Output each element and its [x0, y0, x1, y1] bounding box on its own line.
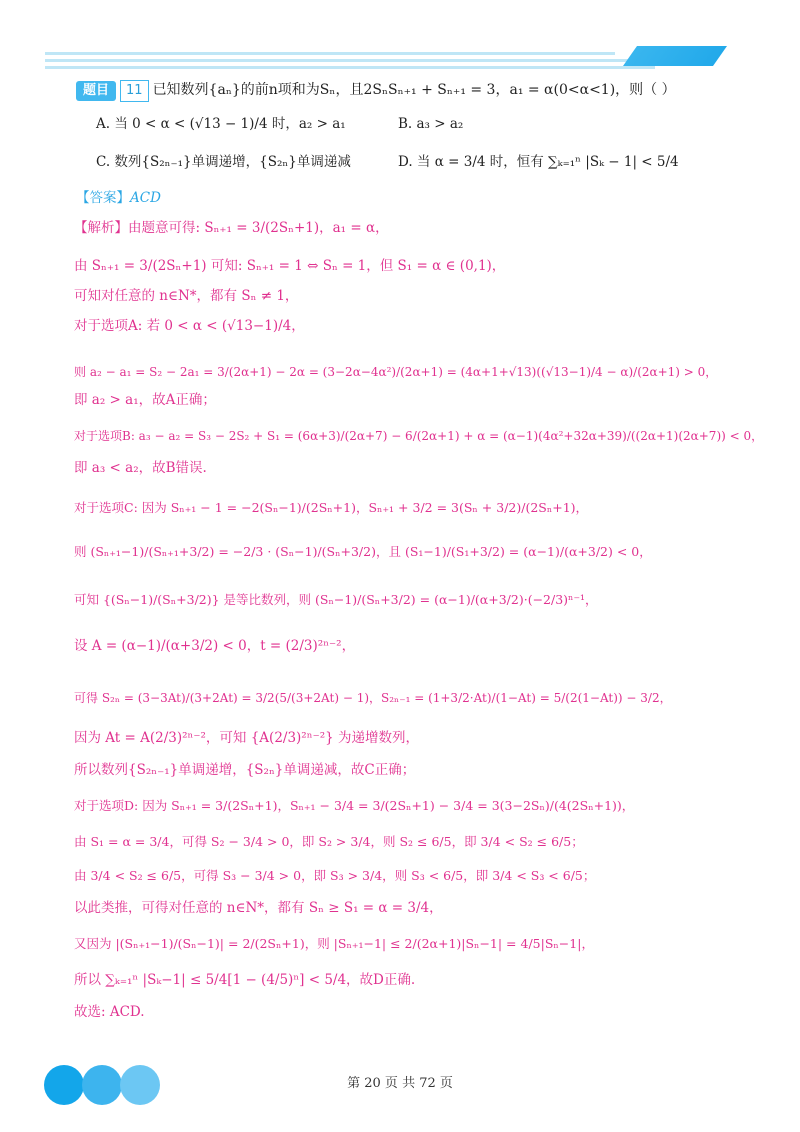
- header-line: [45, 52, 615, 55]
- solution-line: 可知对任意的 n∈N*，都有 Sₙ ≠ 1，: [74, 288, 299, 304]
- question-text: 已知数列{aₙ}的前n项和为Sₙ，且2SₙSₙ₊₁ + Sₙ₊₁ = 3，a₁ = α(0<α<1)，则（ ）: [152, 82, 676, 98]
- question-number: 11: [120, 80, 149, 102]
- solution-line: 对于选项A: 若 0 < α < (√13−1)/4，: [74, 318, 305, 334]
- solution-line: 即 a₃ < a₂，故B错误.: [74, 460, 207, 476]
- answer-line: [76, 188, 161, 208]
- solution-line: 由 Sₙ₊₁ = 3/(2Sₙ+1) 可知: Sₙ₊₁ = 1 ⇔ Sₙ = 1，但 S₁ = α ∈ (0,1)，: [74, 258, 506, 274]
- answer-value: ACD: [130, 190, 161, 206]
- solution-line: 可知 {(Sₙ−1)/(Sₙ+3/2)} 是等比数列，则 (Sₙ−1)/(Sₙ+3/2) = (α−1)/(α+3/2)·(−2/3)ⁿ⁻¹，: [74, 592, 598, 607]
- header-accent-block: [623, 46, 727, 66]
- page-header-decoration: [0, 0, 800, 80]
- solution-line: 又因为 |(Sₙ₊₁−1)/(Sₙ−1)| = 2/(2Sₙ+1)，则 |Sₙ₊₁−1| ≤ 2/(2α+1)|Sₙ−1| = 4/5|Sₙ−1|，: [74, 936, 594, 951]
- option-a: A. 当 0 < α < (√13 − 1)/4 时，a₂ > a₁: [96, 116, 346, 132]
- solution-line: 因为 At = A(2/3)²ⁿ⁻²，可知 {A(2/3)²ⁿ⁻²} 为递增数列，: [74, 730, 419, 746]
- header-line: [45, 66, 655, 69]
- solution-line: 由 S₁ = α = 3/4，可得 S₂ − 3/4 > 0，即 S₂ > 3/4，则 S₂ ≤ 6/5，即 3/4 < S₂ ≤ 6/5；: [74, 834, 584, 849]
- solution-line: 则 (Sₙ₊₁−1)/(Sₙ₊₁+3/2) = −2/3 · (Sₙ−1)/(Sₙ+3/2)，且 (S₁−1)/(S₁+3/2) = (α−1)/(α+3/2) < 0，: [74, 544, 652, 559]
- solution-line: 对于选项C: 因为 Sₙ₊₁ − 1 = −2(Sₙ−1)/(2Sₙ+1)，Sₙ₊₁ + 3/2 = 3(Sₙ + 3/2)/(2Sₙ+1)，: [74, 500, 589, 515]
- solution-line: 所以 ∑ₖ₌₁ⁿ |Sₖ−1| ≤ 5/4[1 − (4/5)ⁿ] < 5/4，故D正确.: [74, 972, 416, 988]
- option-b: B. a₃ > a₂: [398, 116, 464, 132]
- solution-line: 即 a₂ > a₁，故A正确；: [74, 392, 216, 408]
- header-line: [45, 59, 635, 62]
- option-d: D. 当 α = 3/4 时，恒有 ∑ₖ₌₁ⁿ |Sₖ − 1| < 5/4: [398, 154, 679, 170]
- answer-label: 【答案】: [76, 190, 130, 206]
- solution-line: 由 3/4 < S₂ ≤ 6/5，可得 S₃ − 3/4 > 0，即 S₃ > 3/4，则 S₃ < 6/5，即 3/4 < S₃ < 6/5；: [74, 868, 596, 883]
- solution-line: 故选: ACD.: [74, 1004, 145, 1020]
- solution-line: 可得 S₂ₙ = (3−3At)/(3+2At) = 3/2(5/(3+2At) − 1)，S₂ₙ₋₁ = (1+3/2·At)/(1−At) = 5/(2(1−At)) − 3/2，: [74, 691, 672, 705]
- solution-line: 则 a₂ − a₁ = S₂ − 2a₁ = 3/(2α+1) − 2α = (3−2α−4α²)/(2α+1) = (4α+1+√13)((√13−1)/4 − α)/(2α+1) > 0，: [74, 365, 718, 379]
- solution-line: 对于选项D: 因为 Sₙ₊₁ = 3/(2Sₙ+1)，Sₙ₊₁ − 3/4 = 3/(2Sₙ+1) − 3/4 = 3(3−2Sₙ)/(4(2Sₙ+1))，: [74, 798, 635, 813]
- option-c: C. 数列{S₂ₙ₋₁}单调递增，{S₂ₙ}单调递减: [96, 154, 351, 170]
- question-tag: 题目: [76, 81, 116, 101]
- question-stem: [76, 80, 736, 102]
- solution-line: 以此类推，可得对任意的 n∈N*，都有 Sₙ ≥ S₁ = α = 3/4，: [74, 900, 443, 916]
- solution-line: 设 A = (α−1)/(α+3/2) < 0，t = (2/3)²ⁿ⁻²，: [74, 638, 356, 654]
- page-number: 第 20 页 共 72 页: [347, 1076, 453, 1091]
- solution-line: 对于选项B: a₃ − a₂ = S₃ − 2S₂ + S₁ = (6α+3)/(2α+7) − 6/(2α+1) + α = (α−1)(4α²+32α+39)/((2α+1)(2α+7)) < 0，: [74, 429, 764, 443]
- solution-line: 所以数列{S₂ₙ₋₁}单调递增，{S₂ₙ}单调递减，故C正确；: [74, 762, 416, 778]
- solution-line: 【解析】由题意可得: Sₙ₊₁ = 3/(2Sₙ+1)，a₁ = α，: [74, 220, 389, 236]
